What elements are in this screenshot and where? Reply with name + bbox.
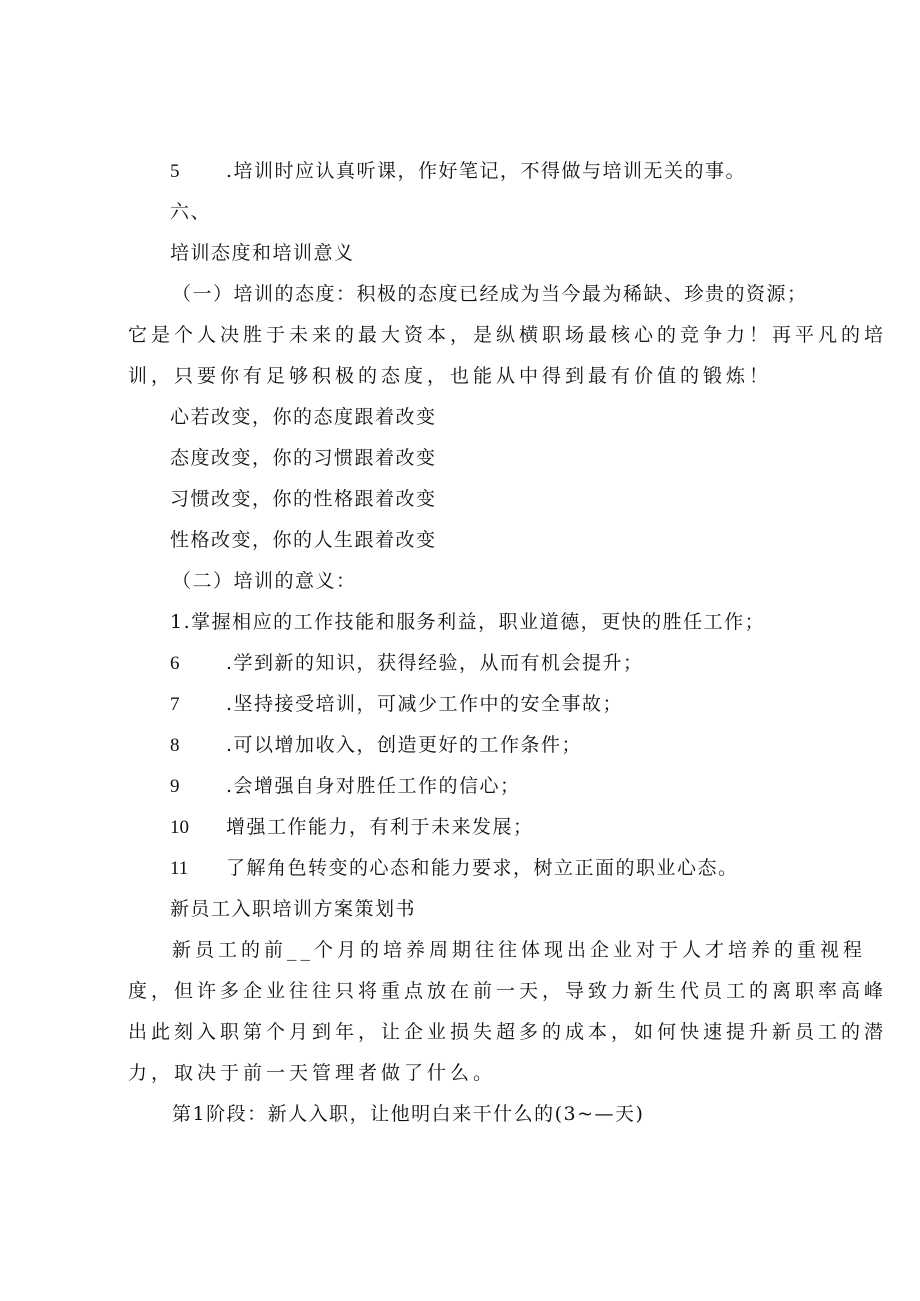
list-item-text: 了解角色转变的心态和能力要求，树立正面的职业心态。 xyxy=(226,857,739,879)
section-title: 培训态度和培训意义 xyxy=(170,242,355,264)
list-item xyxy=(170,691,623,718)
list-item-text: .坚持接受培训，可减少工作中的安全事故； xyxy=(226,693,624,715)
section-number: 六、 xyxy=(170,201,212,223)
plan-paragraph-line-4: 力，取决于前一天管理者做了什么。 xyxy=(128,1062,497,1084)
chain-line-3: 习惯改变，你的性格跟着改变 xyxy=(170,488,437,510)
plan-paragraph-line-3: 出此刻入职第个月到年，让企业损失超多的成本，如何快速提升新员工的潜 xyxy=(128,1021,888,1043)
plan-paragraph-line-2: 度，但许多企业往往只将重点放在前一天，导致力新生代员工的离职率高峰 xyxy=(128,980,888,1002)
list-item-text: .可以增加收入，创造更好的工作条件； xyxy=(226,734,583,756)
list-item-number: 5 xyxy=(170,161,180,182)
list-item-number: 8 xyxy=(170,735,180,756)
stage-1-heading: 第1阶段：新人入职，让他明白来干什么的(3~—天) xyxy=(172,1103,645,1125)
list-item-text: 增强工作能力，有利于未来发展； xyxy=(226,816,534,838)
plan-title: 新员工入职培训方案策划书 xyxy=(170,898,417,920)
list-item-number: 6 xyxy=(170,653,180,674)
list-item xyxy=(170,650,644,677)
attitude-line-3: 训，只要你有足够积极的态度，也能从中得到最有价值的锻炼！ xyxy=(128,365,773,387)
attitude-heading-line: （一）培训的态度：积极的态度已经成为当今最为稀缺、珍贵的资源； xyxy=(172,283,808,305)
list-item-number: 11 xyxy=(170,858,189,879)
list-item xyxy=(170,855,739,882)
attitude-line-2: 它是个人决胜于未来的最大资本，是纵横职场最核心的竞争力！再平凡的培 xyxy=(128,324,888,346)
list-item xyxy=(170,814,534,841)
meaning-item-1: 1.掌握相应的工作技能和服务利益，职业道德，更快的胜任工作； xyxy=(170,611,766,633)
list-item xyxy=(170,773,521,800)
chain-line-2: 态度改变，你的习惯跟着改变 xyxy=(170,447,437,469)
list-item-text: .学到新的知识，获得经验，从而有机会提升； xyxy=(226,652,644,674)
list-item-text: .培训时应认真听课，作好笔记，不得做与培训无关的事。 xyxy=(226,160,747,182)
plan-paragraph-line-1: 新员工的前__个月的培养周期往往体现出企业对于人才培养的重视程 xyxy=(172,939,867,961)
chain-line-4: 性格改变，你的人生跟着改变 xyxy=(170,529,437,551)
list-item-number: 7 xyxy=(170,694,180,715)
list-item-number: 9 xyxy=(170,776,180,797)
list-item xyxy=(170,732,582,759)
list-item-number: 10 xyxy=(170,817,189,838)
list-item-text: .会增强自身对胜任工作的信心； xyxy=(226,775,521,797)
meaning-heading: （二）培训的意义： xyxy=(172,570,357,592)
chain-line-1: 心若改变，你的态度跟着改变 xyxy=(170,406,437,428)
list-item-5 xyxy=(170,158,746,185)
